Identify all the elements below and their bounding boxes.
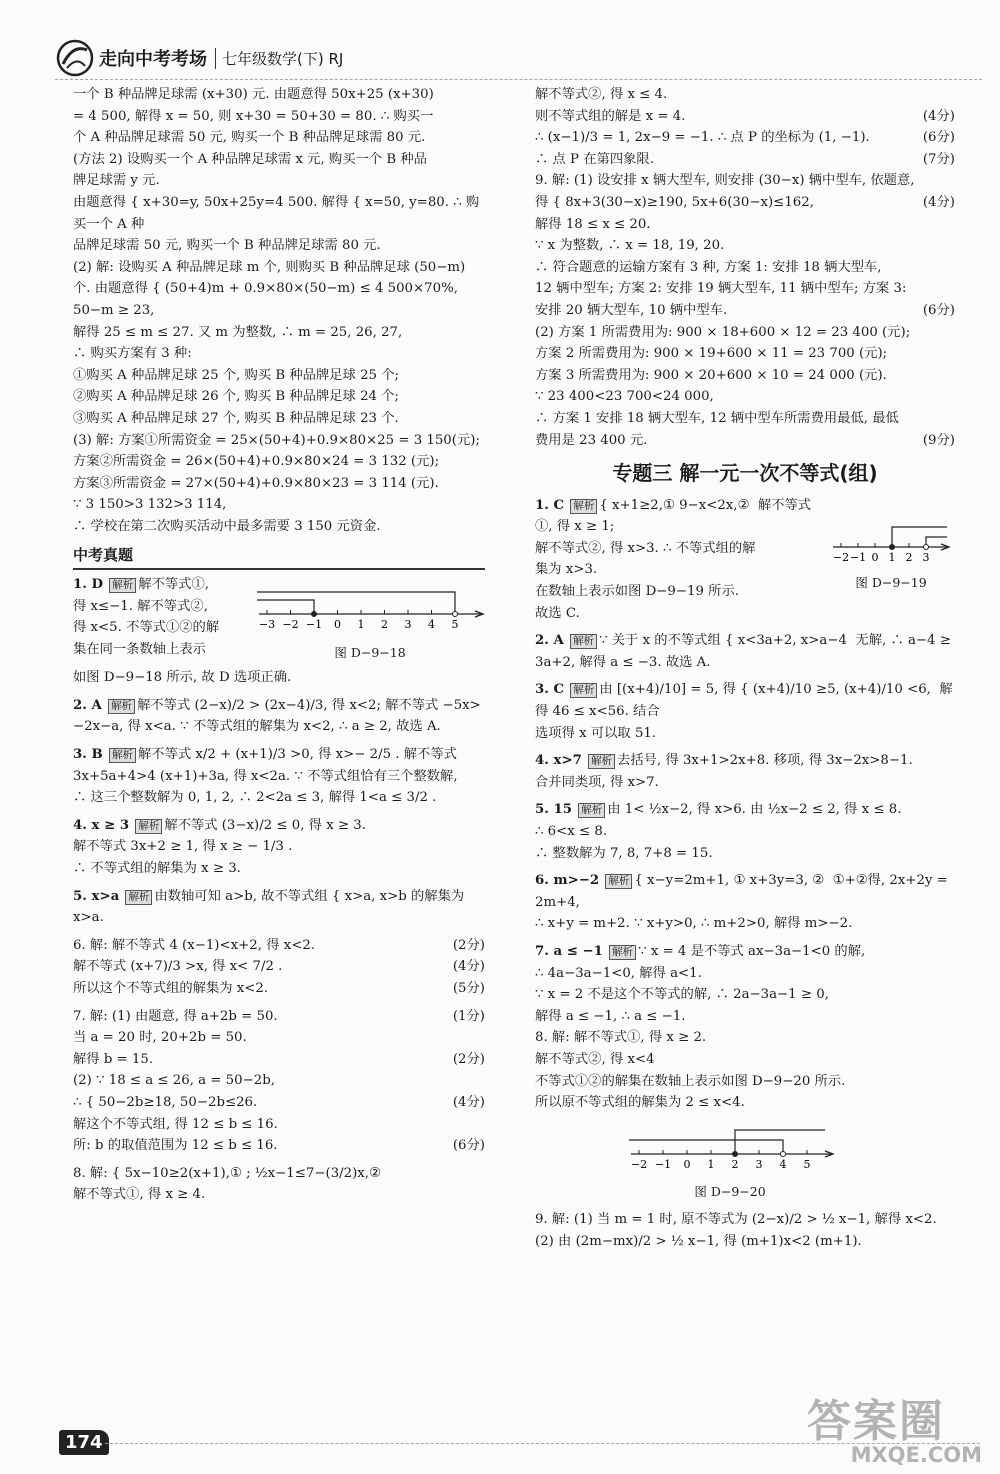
- r5-line: ∴ 整数解为 7, 8, 7+8 = 15.: [535, 845, 713, 861]
- score-points: (4分): [452, 959, 485, 975]
- endpoint-dot: [781, 1151, 786, 1156]
- solution-text: ∴ 符合题意的运输方案有 3 种, 方案 1: 安排 18 辆大型车,: [535, 259, 882, 275]
- solution-text: 方案 2 所需费用为: 900 × 19+600 × 11 = 23 700 (元);: [535, 346, 888, 362]
- tick-label: −1: [849, 550, 867, 564]
- q7-text: 7. 解: (1) 由题意, 得 a+2b = 50.: [73, 1008, 278, 1024]
- q4-line: 解不等式 3x+2 ≥ 1, 得 x ≥ − 1/3 .: [73, 839, 293, 855]
- solution-line: [535, 343, 955, 365]
- analysis-tag: 解析: [570, 683, 597, 698]
- solution-line: [535, 278, 955, 300]
- analysis-tag: 解析: [135, 819, 162, 834]
- score-points: (4分): [922, 108, 955, 124]
- tick-label: −1: [654, 1157, 672, 1171]
- r3-line: 选项得 x 可以取 51.: [535, 725, 657, 741]
- left-column: [73, 84, 485, 1206]
- q1-line: 得 x≤−1. 解不等式②,: [73, 598, 208, 614]
- q6-line: [73, 978, 485, 1000]
- solution-text: (2) 方案 1 所需费用为: 900 × 18+600 × 12 = 23 400 (元);: [535, 324, 911, 340]
- solution-line: [535, 430, 955, 452]
- solution-line: (3) 解: 方案①所需资金 = 25×(50+4)+0.9×80×25 = 3 150(元);: [73, 432, 480, 448]
- q8-line: 8. 解: { 5x−10≥2(x+1),① ; ½x−1≤7−(3/2)x,②: [73, 1165, 381, 1181]
- solution-line: ②购买 A 种品牌足球 26 个, 购买 B 种品牌足球 24 个;: [73, 389, 400, 405]
- r6-first-line: [535, 870, 955, 913]
- solution-text: 安排 20 辆大型车, 10 辆中型车.: [535, 302, 728, 318]
- solution-line: [535, 257, 955, 279]
- solution-line: [535, 322, 955, 344]
- left-questions: [73, 695, 485, 1206]
- watermark-bottom: MXQE.COM: [850, 1443, 982, 1467]
- solution-line: 牌足球需 y 元.: [73, 173, 160, 189]
- q6-text: 解不等式 (x+7)/3 >x, 得 x< 7/2 .: [73, 959, 283, 975]
- q2-number: 2. A: [73, 697, 102, 713]
- solution-bracket: [629, 1140, 783, 1154]
- q7-text: 所: b 的取值范围为 12 ≤ b ≤ 16.: [73, 1138, 278, 1154]
- question-r8: [535, 1027, 955, 1203]
- score-points: (6分): [922, 302, 955, 318]
- question-r5: [535, 799, 955, 864]
- solution-line: 由题意得 { x+30=y, 50x+25y=4 500. 解得 { x=50, y=80. ∴ 购买一个 A 种: [73, 194, 480, 232]
- q2-line: −2x−a, 得 x<a. ∵ 不等式组的解集为 x<2, ∴ a ≥ 2, 故选 A.: [73, 719, 441, 735]
- q7-line: [73, 1135, 485, 1157]
- analysis-tag: 解析: [109, 748, 136, 763]
- question-q8: [73, 1163, 485, 1206]
- solution-line: (2) 解: 设购买 A 种品牌足球 m 个, 则购买 B 种品牌足球 (50−m): [73, 259, 466, 275]
- score-points: (2分): [452, 1051, 485, 1067]
- score-points: (2分): [452, 937, 485, 953]
- number-line-figure: [625, 1118, 835, 1203]
- q3-first-line: [73, 744, 485, 766]
- solution-bracket: [735, 1130, 825, 1154]
- r8-line: 不等式①②的解集在数轴上表示如图 D−9−20 所示.: [535, 1073, 846, 1089]
- tick-label: 1: [357, 618, 365, 632]
- solution-line: [535, 127, 955, 149]
- q1-line: 解不等式①,: [138, 577, 209, 593]
- tick-label: 4: [779, 1157, 787, 1171]
- solution-line: [535, 149, 955, 171]
- question-r1: [535, 495, 955, 625]
- solution-line: ∴ 学校在第二次购买活动中最多需要 3 150 元资金.: [73, 518, 381, 534]
- q4-line: ∴ 不等式组的解集为 x ≥ 3.: [73, 861, 241, 876]
- solution-bracket: [257, 600, 314, 614]
- q7-text: 当 a = 20 时, 20+2b = 50.: [73, 1030, 247, 1046]
- tick-label: 1: [888, 550, 896, 564]
- analysis-tag: 解析: [125, 890, 152, 905]
- question-r2: [535, 630, 955, 673]
- r3-text: 由 [(x+4)/10] = 5, 得 { (x+4)/10 ≥5, (x+4)/10 <6, 解得 46 ≤ x<56. 结合: [535, 682, 953, 720]
- analysis-tag: 解析: [578, 803, 605, 818]
- q7-line: [73, 1027, 485, 1049]
- brand-title: 走向中考考场: [99, 49, 207, 70]
- analysis-tag: 解析: [108, 699, 135, 714]
- q6-line: [73, 956, 485, 978]
- q4-text: 解不等式 (3−x)/2 ≤ 0, 得 x ≥ 3.: [164, 817, 366, 833]
- r7-line: ∵ x = 2 不是这个不等式的解, ∴ 2a−3a−1 ≥ 0,: [535, 987, 829, 1003]
- question-q6: [73, 935, 485, 1000]
- tick-label: 2: [731, 1157, 739, 1171]
- r2-first-line: [535, 630, 955, 652]
- q1-line: 得 x<5. 不等式①②的解: [73, 620, 220, 636]
- analysis-tag: 解析: [605, 874, 632, 889]
- q8-line: 解不等式①, 得 x ≥ 4.: [73, 1187, 206, 1203]
- solution-text: ∵ 23 400<23 700<24 000,: [535, 389, 714, 405]
- solution-text: 解不等式②, 得 x ≤ 4.: [535, 87, 668, 102]
- solution-line: [535, 214, 955, 236]
- r4-line: 合并同类项, 得 x>7.: [535, 774, 659, 790]
- figure-caption: 图 D−9−20: [694, 1184, 766, 1200]
- r4-number: 4. x>7: [535, 753, 582, 769]
- q3-number: 3. B: [73, 747, 103, 763]
- tick-label: 4: [428, 618, 435, 632]
- solution-line: = 4 500, 解得 x = 50, 则 x+30 = 50+30 = 80. ∴ 购买一: [73, 108, 434, 124]
- solution-line: 一个 B 种品牌足球需 (x+30) 元. 由题意得 50x+25 (x+30): [73, 87, 434, 102]
- q7-text: (2) ∵ 18 ≤ a ≤ 26, a = 50−2b,: [73, 1073, 275, 1089]
- endpoint-dot: [453, 612, 458, 617]
- r9-line: (2) 由 (2m−mx)/2 > ½ x−1, 得 (m+1)x<2 (m+1).: [535, 1233, 862, 1249]
- watermark-logo: [807, 1396, 982, 1468]
- r7-line: ∴ 4a−3a−1<0, 解得 a<1.: [535, 965, 702, 981]
- left-solution-block: [73, 84, 485, 537]
- endpoint-dot: [924, 544, 929, 549]
- solution-line: [535, 386, 955, 408]
- question-q2: [73, 695, 485, 738]
- topic-title: 专题三 解一元一次不等式(组): [612, 461, 878, 486]
- question-q7: [73, 1006, 485, 1157]
- r4-text: 去括号, 得 3x+1>2x+8. 移项, 得 3x−2x>8−1.: [617, 753, 913, 769]
- score-points: (6分): [922, 130, 955, 146]
- solution-line: 品牌足球需 50 元, 购买一个 B 种品牌足球需 80 元.: [73, 238, 381, 254]
- r3-first-line: [535, 679, 955, 722]
- question-q5: [73, 886, 485, 929]
- q7-text: 解得 b = 15.: [73, 1051, 154, 1067]
- q1-conclusion: 如图 D−9−18 所示, 故 D 选项正确.: [73, 670, 292, 686]
- figure-caption: 图 D−9−18: [334, 644, 406, 660]
- solution-line: 方案②所需资金 = 26×(50+4)+0.9×80×24 = 3 132 (元);: [73, 454, 440, 470]
- r2-text: ∵ 关于 x 的不等式组 { x<3a+2, x>a−4 无解, ∴ a−4 ≥: [599, 633, 951, 649]
- r5-first-line: [535, 799, 955, 821]
- r5-number: 5. 15: [535, 802, 573, 818]
- page-header: [55, 40, 343, 76]
- tick-label: 0: [334, 618, 341, 632]
- q6-text: 所以这个不等式组的解集为 x<2.: [73, 980, 269, 996]
- q7-line: [73, 1070, 485, 1092]
- r1-line: 集为 x>3.: [535, 562, 598, 578]
- solution-text: ∴ (x−1)/3 = 1, 2x−9 = −1. ∴ 点 P 的坐标为 (1, −1).: [535, 130, 870, 146]
- score-points: (4分): [452, 1094, 485, 1110]
- solution-line: 个. 由题意得 { (50+4)m + 0.9×80×(50−m) ≤ 4 500×70%, 50−m ≥ 23,: [73, 281, 463, 318]
- tick-label: 3: [922, 550, 930, 564]
- endpoint-dot: [312, 612, 317, 617]
- solution-line: 解得 25 ≤ m ≤ 27. 又 m 为整数, ∴ m = 25, 26, 27,: [73, 324, 403, 340]
- score-points: (7分): [922, 151, 955, 167]
- r7-text: ∵ x = 4 是不等式 ax−3a−1<0 的解,: [638, 943, 866, 959]
- solution-line: [535, 192, 955, 214]
- solution-text: ∴ 方案 1 安排 18 辆大型车, 12 辆中型车所需费用最低, 最低: [535, 410, 899, 426]
- r8-line: 8. 解: 解不等式①, 得 x ≥ 2.: [535, 1030, 707, 1046]
- q2-first-line: [73, 695, 485, 717]
- r7-first-line: [535, 941, 955, 963]
- score-points: (1分): [452, 1008, 485, 1024]
- q7-text: 解这个不等式组, 得 12 ≤ b ≤ 16.: [73, 1116, 278, 1132]
- r9-line: 9. 解: (1) 当 m = 1 时, 原不等式为 (2−x)/2 > ½ x−1, 解得 x<2.: [535, 1211, 937, 1227]
- r5-line: ∴ 6<x ≤ 8.: [535, 824, 608, 839]
- section-title: 中考真题: [73, 545, 485, 570]
- question-q3: [73, 744, 485, 809]
- right-column: [535, 84, 955, 1252]
- r1-line: 解不等式②, 得 x>3. ∴ 不等式组的解: [535, 540, 756, 556]
- tick-label: 1: [707, 1157, 715, 1171]
- tick-label: −2: [630, 1157, 648, 1171]
- analysis-tag: 解析: [570, 634, 597, 649]
- q7-line: [73, 1006, 485, 1028]
- q4-number: 4. x ≥ 3: [73, 817, 130, 833]
- tick-label: 5: [451, 618, 459, 632]
- solution-line: (方法 2) 设购买一个 A 种品牌足球需 x 元, 购买一个 B 种品: [73, 151, 427, 167]
- solution-text: 12 辆中型车; 方案 2: 安排 19 辆大型车, 11 辆中型车; 方案 3:: [535, 281, 907, 297]
- tick-label: −1: [305, 618, 323, 632]
- solution-text: 则不等式组的解是 x = 4.: [535, 108, 686, 124]
- solution-text: 得 { 8x+3(30−x)≥190, 5x+6(30−x)≤162,: [535, 194, 814, 210]
- q2-text: 解不等式 (2−x)/2 > (2x−4)/3, 得 x<2; 解不等式 −5x>: [137, 697, 481, 713]
- tick-label: −2: [832, 550, 850, 564]
- watermark-top: 答案圈: [807, 1396, 945, 1447]
- solution-line: ③购买 A 种品牌足球 27 个, 购买 B 种品牌足球 23 个.: [73, 410, 399, 426]
- question-q4: [73, 815, 485, 880]
- tick-label: −3: [258, 618, 276, 632]
- right-questions: [535, 630, 955, 1027]
- q3-line: 3x+5a+4>4 (x+1)+3a, 得 x<2a. ∵ 不等式组恰有三个整数解,: [73, 768, 458, 784]
- r6-text: { x−y=2m+1, ① x+3y=3, ② ①+②得, 2x+2y = 2m+4,: [535, 873, 953, 910]
- tick-label: 0: [871, 550, 879, 564]
- solution-text: ∴ 点 P 在第四象限.: [535, 151, 654, 167]
- q1-line: 集在同一条数轴上表示: [73, 641, 206, 657]
- question-r3: [535, 679, 955, 744]
- q7-line: [73, 1114, 485, 1136]
- analysis-tag: 解析: [609, 945, 636, 960]
- tick-label: 3: [755, 1157, 763, 1171]
- q7-line: [73, 1092, 485, 1114]
- q4-first-line: [73, 815, 485, 837]
- number-line-d-9-20: [625, 1118, 835, 1174]
- header-divider: [55, 79, 982, 80]
- r6-number: 6. m>−2: [535, 873, 600, 889]
- tick-label: 2: [381, 618, 388, 632]
- r1-line: { x+1≥2,① 9−x<2x,② 解不等式①, 得 x ≥ 1;: [535, 497, 812, 535]
- book-subtitle: 七年级数学(下) RJ: [215, 48, 343, 69]
- q5-number: 5. x>a: [73, 888, 120, 904]
- r6-line: ∴ x+y = m+2. ∵ x+y>0, ∴ m+2>0, 解得 m>−2.: [535, 916, 853, 932]
- score-points: (5分): [452, 980, 485, 996]
- analysis-tag: 解析: [570, 499, 597, 514]
- score-points: (6分): [452, 1138, 485, 1154]
- q1-number: 1. D: [73, 577, 104, 593]
- solution-line: [535, 170, 955, 192]
- q7-line: [73, 1049, 485, 1071]
- q5-text: 由数轴可知 a>b, 故不等式组 { x>a, x>b 的解集为 x>a.: [73, 888, 469, 926]
- question-r9: [535, 1209, 955, 1252]
- figure-caption: 图 D−9−19: [855, 575, 927, 591]
- number-line-figure: [831, 513, 951, 621]
- r1-line: 在数轴上表示如图 D−9−19 所示.: [535, 584, 739, 600]
- solution-text: 方案 3 所需费用为: 900 × 20+600 × 10 = 24 000 (元).: [535, 367, 887, 383]
- solution-text: ∵ x 为整数, ∴ x = 18, 19, 20.: [535, 238, 725, 254]
- endpoint-dot: [890, 544, 895, 549]
- solution-line: [535, 365, 955, 387]
- r7-line: 解得 a ≤ −1, ∴ a ≤ −1.: [535, 1008, 686, 1024]
- q7-text: ∴ { 50−2b≥18, 50−2b≤26.: [73, 1094, 258, 1110]
- analysis-tag: 解析: [109, 578, 136, 593]
- score-points: (4分): [922, 194, 955, 210]
- r7-number: 7. a ≤ −1: [535, 943, 603, 959]
- q5-first-line: [73, 886, 485, 929]
- r1-line: 故选 C.: [535, 605, 580, 621]
- question-r4: [535, 750, 955, 793]
- question-1: [73, 574, 485, 667]
- tick-label: −2: [282, 618, 299, 632]
- brand-logo-icon: [55, 38, 95, 78]
- question-r7: [535, 941, 955, 1027]
- solution-text: 9. 解: (1) 设安排 x 辆大型车, 则安排 (30−x) 辆中型车, 依题意,: [535, 173, 915, 189]
- solution-line: [535, 106, 955, 128]
- right-solution-block: [535, 84, 955, 451]
- tick-label: 2: [905, 550, 913, 564]
- q6-line: [73, 935, 485, 957]
- endpoint-dot: [733, 1151, 738, 1156]
- r5-text: 由 1< ½x−2, 得 x>6. 由 ½x−2 ≤ 2, 得 x ≤ 8.: [607, 802, 902, 818]
- analysis-tag: 解析: [588, 754, 615, 769]
- number-line-figure: [255, 578, 485, 663]
- solution-line: 个 A 种品牌足球需 50 元, 购买一个 B 种品牌足球需 80 元.: [73, 130, 426, 146]
- solution-line: ∴ 购买方案有 3 种:: [73, 346, 192, 362]
- solution-line: [535, 84, 955, 106]
- r8-line: 所以原不等式组的解集为 2 ≤ x<4.: [535, 1095, 745, 1111]
- r8-line: 解不等式②, 得 x<4: [535, 1051, 655, 1067]
- page-number: 174: [59, 1430, 109, 1455]
- r2-line: 3a+2, 解得 a ≤ −3. 故选 A.: [535, 654, 711, 670]
- r1-number: 1. C: [535, 497, 565, 513]
- solution-text: 解得 18 ≤ x ≤ 20.: [535, 216, 651, 232]
- q6-text: 6. 解: 解不等式 4 (x−1)<x+2, 得 x<2.: [73, 937, 316, 953]
- r3-number: 3. C: [535, 682, 565, 698]
- tick-label: 0: [683, 1157, 691, 1171]
- solution-line: [535, 235, 955, 257]
- number-line-d-9-18: [255, 578, 485, 634]
- solution-line: [535, 408, 955, 430]
- solution-line: ∵ 3 150>3 132>3 114,: [73, 497, 227, 513]
- solution-bracket: [257, 592, 455, 614]
- q3-text: 解不等式 x/2 + (x+1)/3 >0, 得 x>− 2/5 . 解不等式: [137, 747, 457, 763]
- solution-line: ①购买 A 种品牌足球 25 个, 购买 B 种品牌足球 25 个;: [73, 367, 400, 383]
- number-line-d-9-19: [831, 513, 951, 565]
- q3-line: ∴ 这三个整数解为 0, 1, 2, ∴ 2<2a ≤ 3, 解得 1<a ≤ 3/2 .: [73, 790, 437, 806]
- r2-number: 2. A: [535, 633, 564, 649]
- solution-line: 方案③所需资金 = 27×(50+4)+0.9×80×23 = 3 114 (元).: [73, 475, 439, 491]
- tick-label: 3: [404, 618, 412, 632]
- tick-label: 5: [803, 1157, 811, 1171]
- solution-line: [535, 300, 955, 322]
- question-r6: [535, 870, 955, 935]
- score-points: (9分): [922, 432, 955, 448]
- solution-text: 费用是 23 400 元.: [535, 432, 648, 448]
- r4-first-line: [535, 750, 955, 772]
